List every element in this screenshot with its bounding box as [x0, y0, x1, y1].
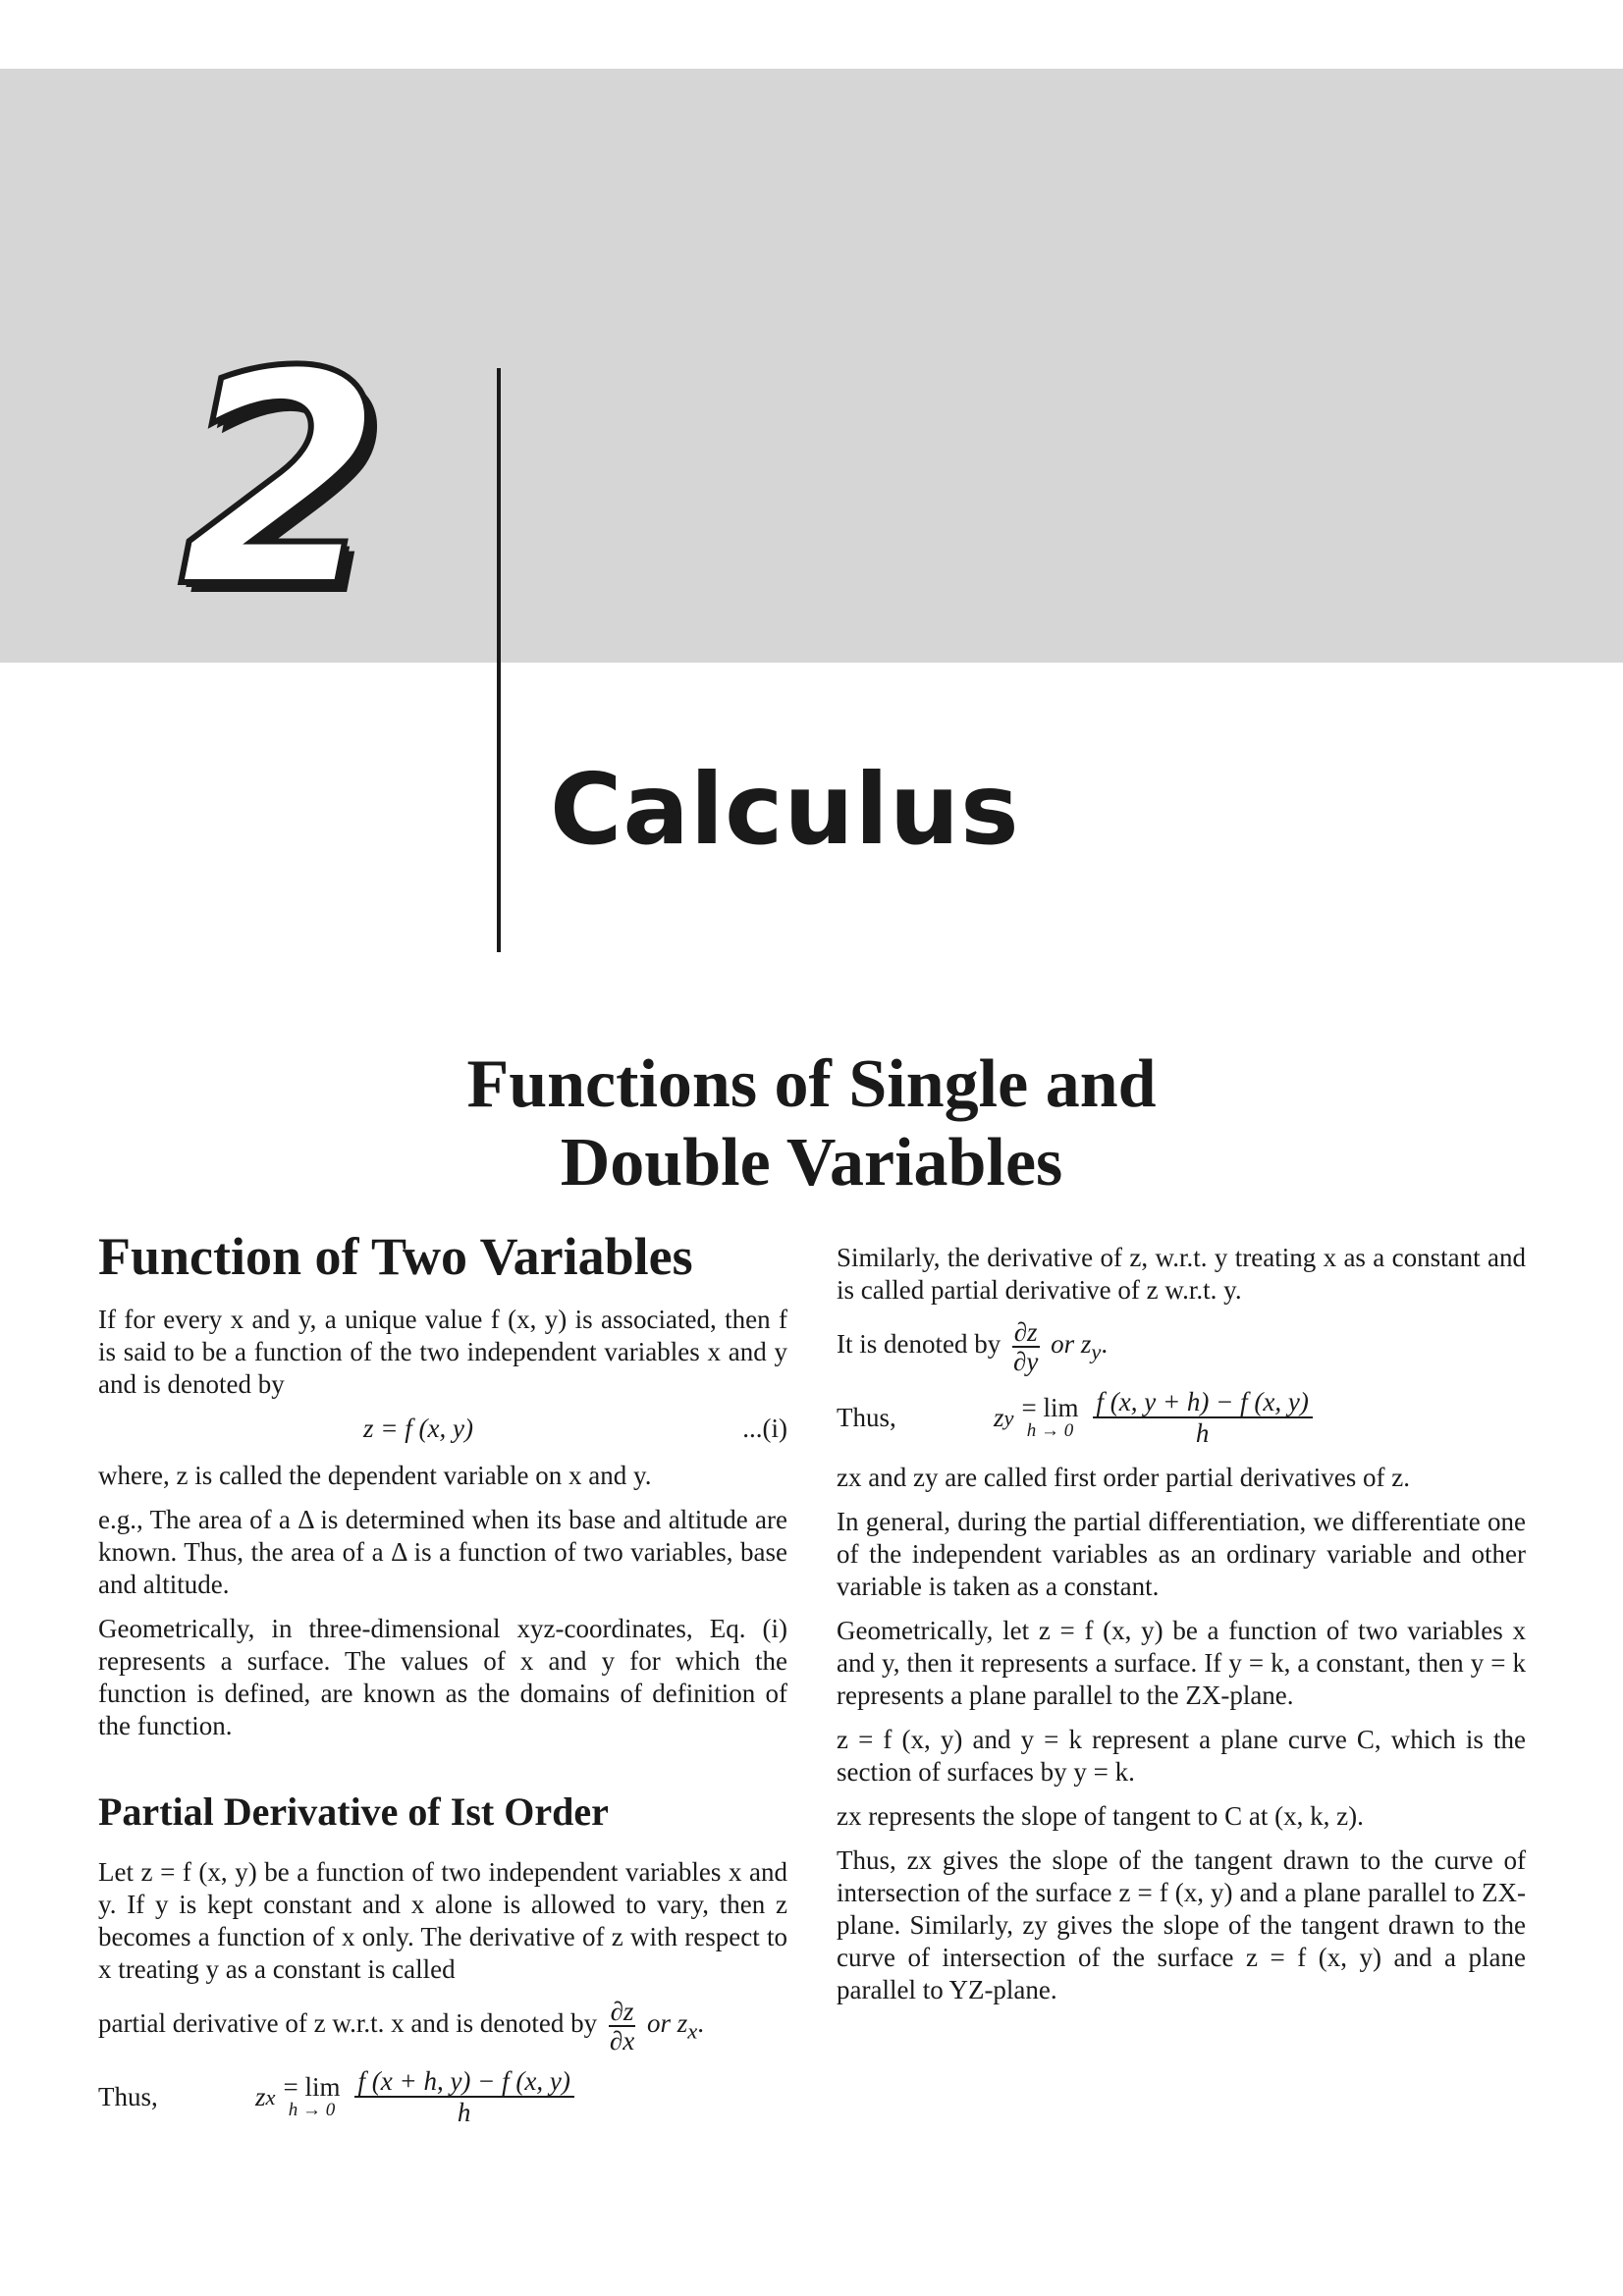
text: or z [646, 2008, 688, 2039]
subscript: x [687, 2018, 698, 2044]
paragraph: Let z = f (x, y) be a function of two independent variables x and y. If y is kept constant and x alone is allowed to vary, then z becomes a function of x only. The derivative of z with respect to x treating y as a constant is called [98, 1857, 787, 1984]
paragraph: If for every x and y, a unique value f (x, y) is associated, then f is said to be a function of the two independent variables x and y and is denoted by [98, 1305, 787, 1399]
header-divider [497, 368, 501, 952]
fraction-denominator: ∂x [609, 2026, 635, 2056]
heading-function-two-variables: Function of Two Variables [98, 1227, 693, 1286]
limit-equation-zy [837, 1387, 1526, 1448]
chapter-title: Calculus [550, 752, 1020, 867]
paragraph: Thus, zx gives the slope of the tangent drawn to the curve of intersection of the surface z = f (x, y) and a plane parallel to ZX-plane. Similarly, zy gives the slope of the tangent drawn to the curve of intersection of the surface z = f (x, y) and a plane parallel to YZ-plane. [837, 1845, 1526, 2004]
paragraph: e.g., The area of a Δ is determined when its base and altitude are known. Thus, the area of a Δ is a function of two variables, base and altitude. [98, 1505, 787, 1599]
limit-operator [1022, 1394, 1079, 1441]
paragraph: In general, during the partial differentiation, we differentiate one of the independent variables as an ordinary variable and other variable is taken as a constant. [837, 1507, 1526, 1601]
limit-fraction [1093, 1387, 1313, 1448]
fraction-denominator: h [1195, 1418, 1210, 1448]
limit-label: = lim [1021, 1393, 1079, 1422]
fraction-denominator: h [457, 2098, 471, 2127]
limit-operator [284, 2073, 341, 2120]
limit-under: h → 0 [288, 2100, 336, 2120]
thus-label: Thus, [98, 2081, 158, 2111]
paragraph: zx represents the slope of tangent to C at (x, k, z). [837, 1801, 1364, 1831]
left-column [98, 1227, 787, 2141]
partial-fraction [1011, 1318, 1040, 1375]
fraction-denominator: ∂y [1012, 1347, 1039, 1376]
equation-body: z = f (x, y) [363, 1414, 473, 1443]
lhs: z [255, 2081, 266, 2111]
text: It is denoted by [837, 1329, 1001, 1360]
paragraph: zx and zy are called first order partial derivatives of z. [837, 1463, 1410, 1492]
paragraph-with-fraction: It is denoted by $\frac{\partial z}{\partial y}$ or $z_y$. [837, 1317, 1109, 1376]
subscript: y [1091, 1339, 1102, 1364]
fraction-numerator: ∂z [610, 1997, 634, 2026]
heading-partial-derivative: Partial Derivative of Ist Order [98, 1789, 609, 1834]
partial-fraction [608, 1998, 636, 2055]
limit-under: h → 0 [1026, 1420, 1074, 1441]
text: partial derivative of z w.r.t. x and is denoted by [98, 2008, 598, 2039]
right-column [837, 1242, 1526, 2018]
limit-label: = lim [283, 2072, 341, 2102]
lhs-subscript: y [1003, 1405, 1014, 1430]
section-title-line1: Functions of Single and [466, 1046, 1157, 1122]
equation-tag: ...(i) [742, 1414, 787, 1443]
text: or z [1051, 1329, 1092, 1360]
paragraph: Geometrically, let z = f (x, y) be a function of two variables x and y, then it represents a surface. If y = k, a constant, then y = k represents a plane parallel to the ZX-plane. [837, 1616, 1526, 1710]
limit-equation-zx [98, 2066, 787, 2127]
fraction-numerator: ∂z [1013, 1317, 1038, 1347]
lhs-subscript: x [265, 2084, 276, 2109]
paragraph: z = f (x, y) and y = k represent a plane curve C, which is the section of surfaces by y = k. [837, 1725, 1526, 1787]
fraction-numerator: f (x + h, y) − f (x, y) [354, 2066, 574, 2098]
thus-label: Thus, [837, 1402, 896, 1432]
section-title-line2: Double Variables [560, 1125, 1063, 1201]
paragraph: Geometrically, in three-dimensional xyz-coordinates, Eq. (i) represents a surface. The values of x and y for which the function is defined, are known as the domains of definition of the function. [98, 1614, 787, 1740]
limit-fraction [354, 2066, 574, 2127]
lhs: z [994, 1402, 1004, 1432]
chapter-number: 2 [179, 309, 384, 652]
paragraph-with-fraction: partial derivative of z w.r.t. x and is denoted by $\frac{\partial z}{\partial x}$ or $z_x$. [98, 1997, 704, 2056]
paragraph: Similarly, the derivative of z, w.r.t. y treating x as a constant and is called partial derivative of z w.r.t. y. [837, 1243, 1526, 1305]
paragraph: where, z is called the dependent variable on x and y. [98, 1461, 652, 1490]
equation-i [98, 1413, 787, 1452]
fraction-numerator: f (x, y + h) − f (x, y) [1093, 1387, 1313, 1418]
section-title [0, 1045, 1623, 1202]
